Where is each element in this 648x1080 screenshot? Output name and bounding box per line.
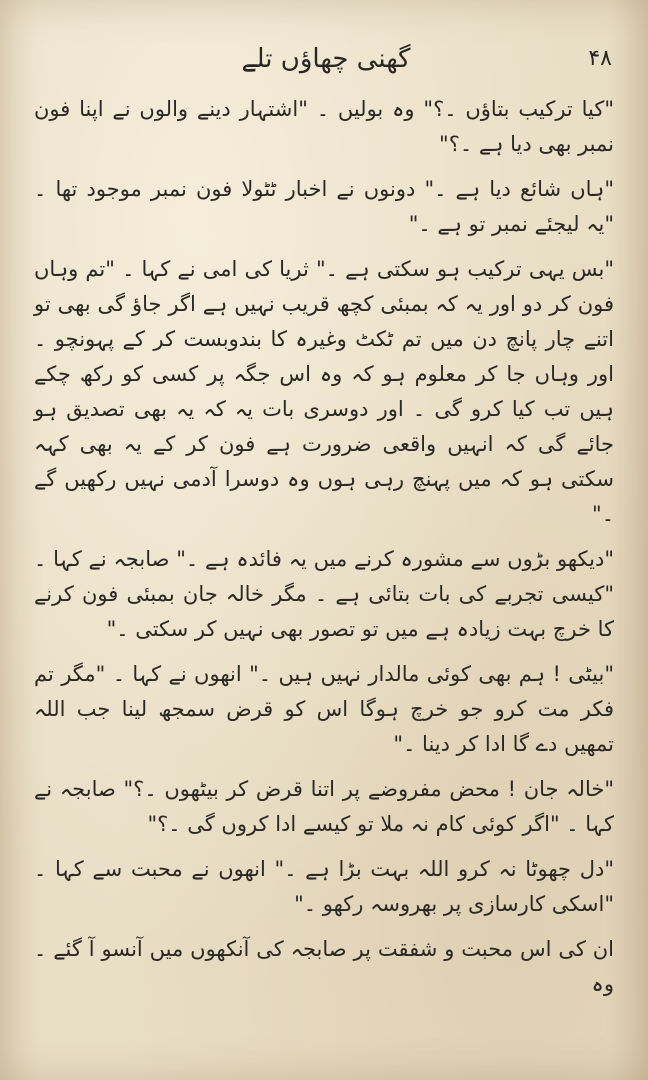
page-number: ۴۸ [588,46,612,71]
paragraph-6: "خالہ جان ! محض مفروضے پر اتنا قرض کر بیٹھوں ۔؟" صابجہ نے کہا ۔ "اگر کوئی کام نہ ملا تو کیسے ادا کروں گی ۔؟" [34,777,614,836]
page-body-text [34,92,614,1012]
paragraph-2: "ہاں شائع دیا ہے ۔" دونوں نے اخبار ٹٹولا فون نمبر موجود تھا ۔ "یہ لیجئے نمبر تو ہے ۔" [34,177,614,236]
paragraph-5: "بیٹی ! ہم بھی کوئی مالدار نہیں ہیں ۔" انھوں نے کہا ۔ "مگر تم فکر مت کرو جو خرچ ہوگا اس کو قرض سمجھ لینا جب اللہ تمھیں دے گا ادا کر دینا ۔" [34,662,614,756]
paragraph-3: "بس یہی ترکیب ہو سکتی ہے ۔" ثریا کی امی نے کہا ۔ "تم وہاں فون کر دو اور یہ کہ بمبئی کچھ قریب نہیں ہے اگر جاؤ گی بھی تو اتنے چار پانچ دن میں تم ٹکٹ وغیرہ کا بندوبست کر کے پہونچو ۔ اور وہاں جا کر معلوم ہو کہ وہ اس جگہ پر کسی کو رکھ چکے ہیں تب کیا کرو گی ۔ اور دوسری بات یہ کہ یہ بھی تصدیق ہو جائے گی کہ انہیں واقعی ضرورت ہے فون کر کے یہ بھی کہہ سکتی ہو کہ میں پہنچ رہی ہوں وہ دوسرا آدمی نہیں رکھیں گے ۔" [34,257,614,526]
running-title: گھنی چھاؤں تلے [241,44,411,74]
paragraph-4: "دیکھو بڑوں سے مشورہ کرنے میں یہ فائدہ ہے ۔" صابجہ نے کہا ۔ "کیسی تجربے کی بات بتائی ہے ۔ مگر خالہ جان بمبئی فون کرنے کا خرچ بہت زیادہ ہے میں تو تصور بھی نہیں کر سکتی ۔" [34,547,614,641]
page-header [40,44,612,84]
paragraph-1: "کیا ترکیب بتاؤں ۔؟" وہ بولیں ۔ "اشتہار دینے والوں نے اپنا فون نمبر بھی دیا ہے ۔؟" [34,97,614,156]
paragraph-7: "دل چھوٹا نہ کرو اللہ بہت بڑا ہے ۔" انھوں نے محبت سے کہا ۔ "اسکی کارسازی پر بھروسہ رکھو ۔" [34,857,614,916]
paragraph-8: ان کی اس محبت و شفقت پر صابجہ کی آنکھوں میں آنسو آ گئے ۔ وہ [34,937,614,996]
